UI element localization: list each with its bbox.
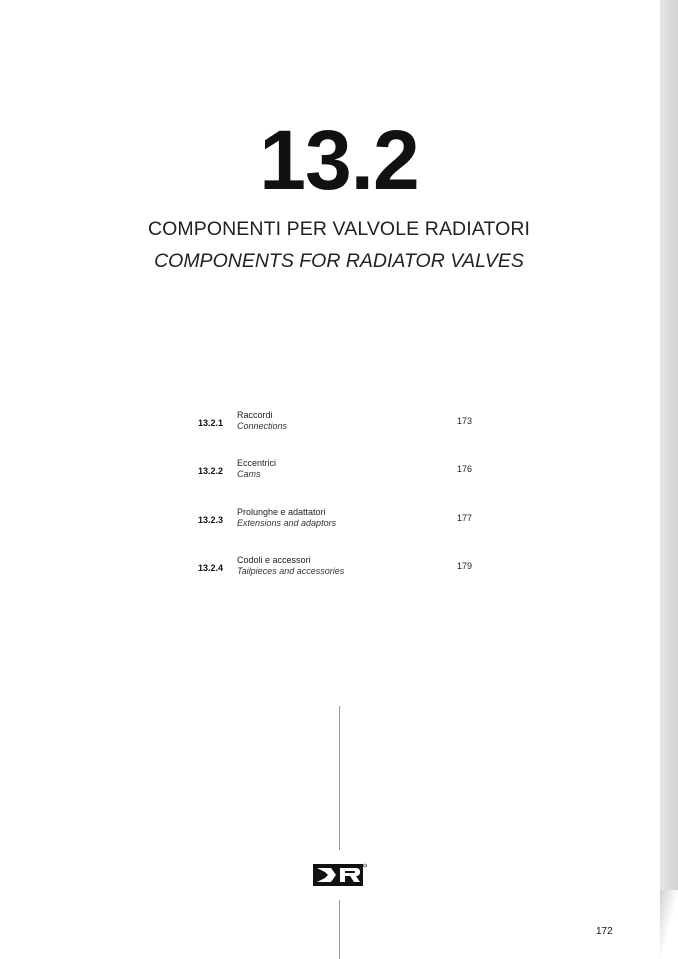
toc-item-number: 13.2.4	[198, 563, 224, 573]
toc-item-page: 177	[457, 513, 473, 523]
toc-item-number: 13.2.1	[198, 418, 224, 428]
section-title-italian: COMPONENTI PER VALVOLE RADIATORI	[147, 218, 531, 240]
section-title-english: COMPONENTS FOR RADIATOR VALVES	[154, 250, 524, 272]
toc-item-number: 13.2.2	[198, 466, 224, 476]
toc-item[interactable]	[0, 555, 678, 587]
toc-item-label-english: Connections	[237, 421, 288, 431]
toc-item-label-english: Cams	[237, 469, 261, 479]
toc-item-label-italian: Eccentrici	[237, 458, 277, 468]
page-edge-fold	[660, 890, 678, 959]
toc-item-page: 173	[457, 416, 473, 426]
vertical-divider-bottom	[339, 900, 340, 959]
toc-item-page: 179	[457, 561, 473, 571]
page-number: 172	[596, 926, 613, 937]
sr-logo-icon	[313, 863, 367, 887]
section-number: 13.2	[259, 113, 419, 207]
toc-item-label-italian: Raccordi	[237, 410, 273, 420]
toc-item-label-english: Extensions and adaptors	[237, 518, 337, 528]
toc-item[interactable]	[0, 458, 678, 490]
toc-item-number: 13.2.3	[198, 515, 224, 525]
toc-item-label-italian: Codoli e accessori	[237, 555, 311, 565]
vertical-divider-top	[339, 706, 340, 850]
toc-item-label-italian: Prolunghe e adattatori	[237, 507, 326, 517]
toc-item[interactable]	[0, 410, 678, 442]
toc-item-label-english: Tailpieces and accessories	[237, 566, 345, 576]
toc-item-page: 176	[457, 464, 473, 474]
toc-item[interactable]	[0, 507, 678, 539]
